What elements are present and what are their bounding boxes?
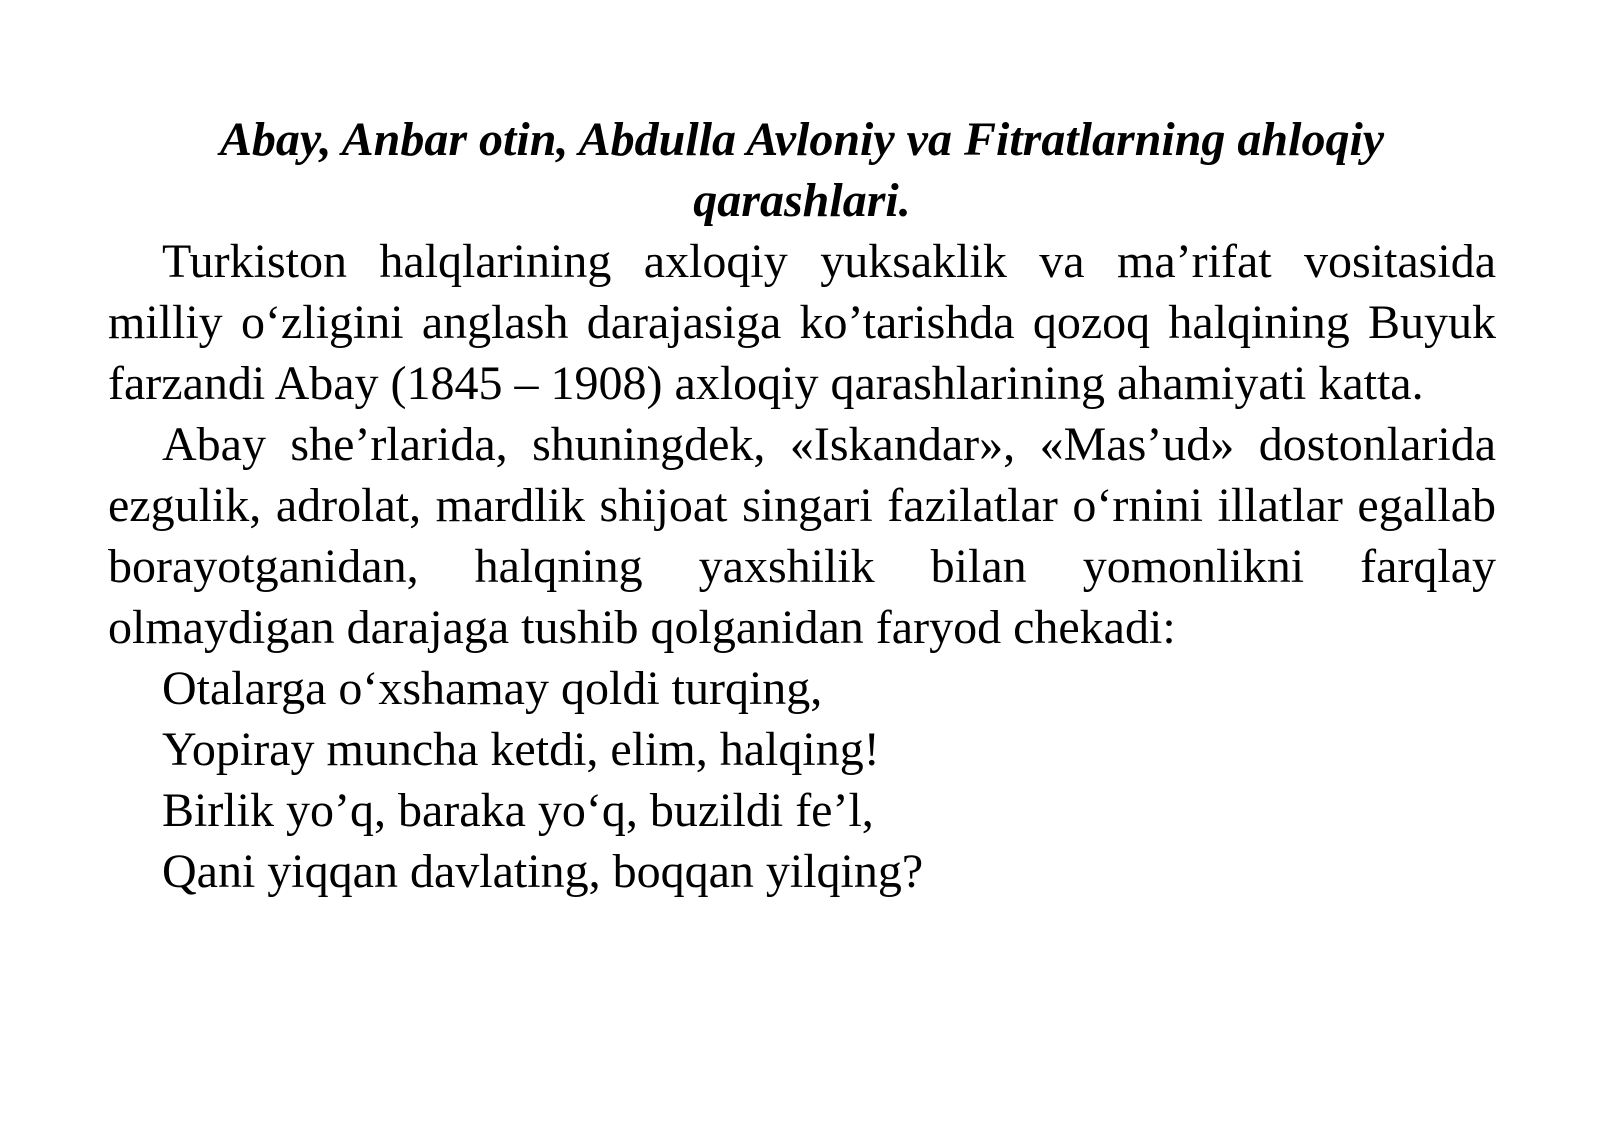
paragraph-intro: Turkiston halqlarining axloqiy yuksaklik va ma’rifat vositasida milliy o‘zligini anglash darajasiga ko’tarishda qozoq halqining Buyuk farzandi Abay (1845 – 1908) axloqiy qarashlarining ahamiyati katta.	[108, 235, 1496, 410]
document-page	[108, 109, 1496, 902]
verse-line: Birlik yo’q, baraka yo‘q, buzildi fe’l,	[162, 784, 874, 837]
document-title: Abay, Anbar otin, Abdulla Avloniy va Fitratlarning ahloqiy qarashlari.	[219, 113, 1385, 227]
verse-block	[108, 658, 1496, 902]
verse-line: Yopiray muncha ketdi, elim, halqing!	[162, 723, 880, 776]
verse-line: Otalarga o‘xshamay qoldi turqing,	[162, 662, 823, 715]
paragraph-abay-poems: Abay she’rlarida, shuningdek, «Iskandar», «Mas’ud» dostonlarida ezgulik, adrolat, mardlik shijoat singari fazilatlar o‘rnini illatlar egallab borayotganidan, halqning yaxshilik bilan yomonlikni farqlay olmaydigan darajaga tushib qolganidan faryod chekadi:	[108, 418, 1496, 654]
verse-line: Qani yiqqan davlating, boqqan yilqing?	[162, 845, 924, 898]
